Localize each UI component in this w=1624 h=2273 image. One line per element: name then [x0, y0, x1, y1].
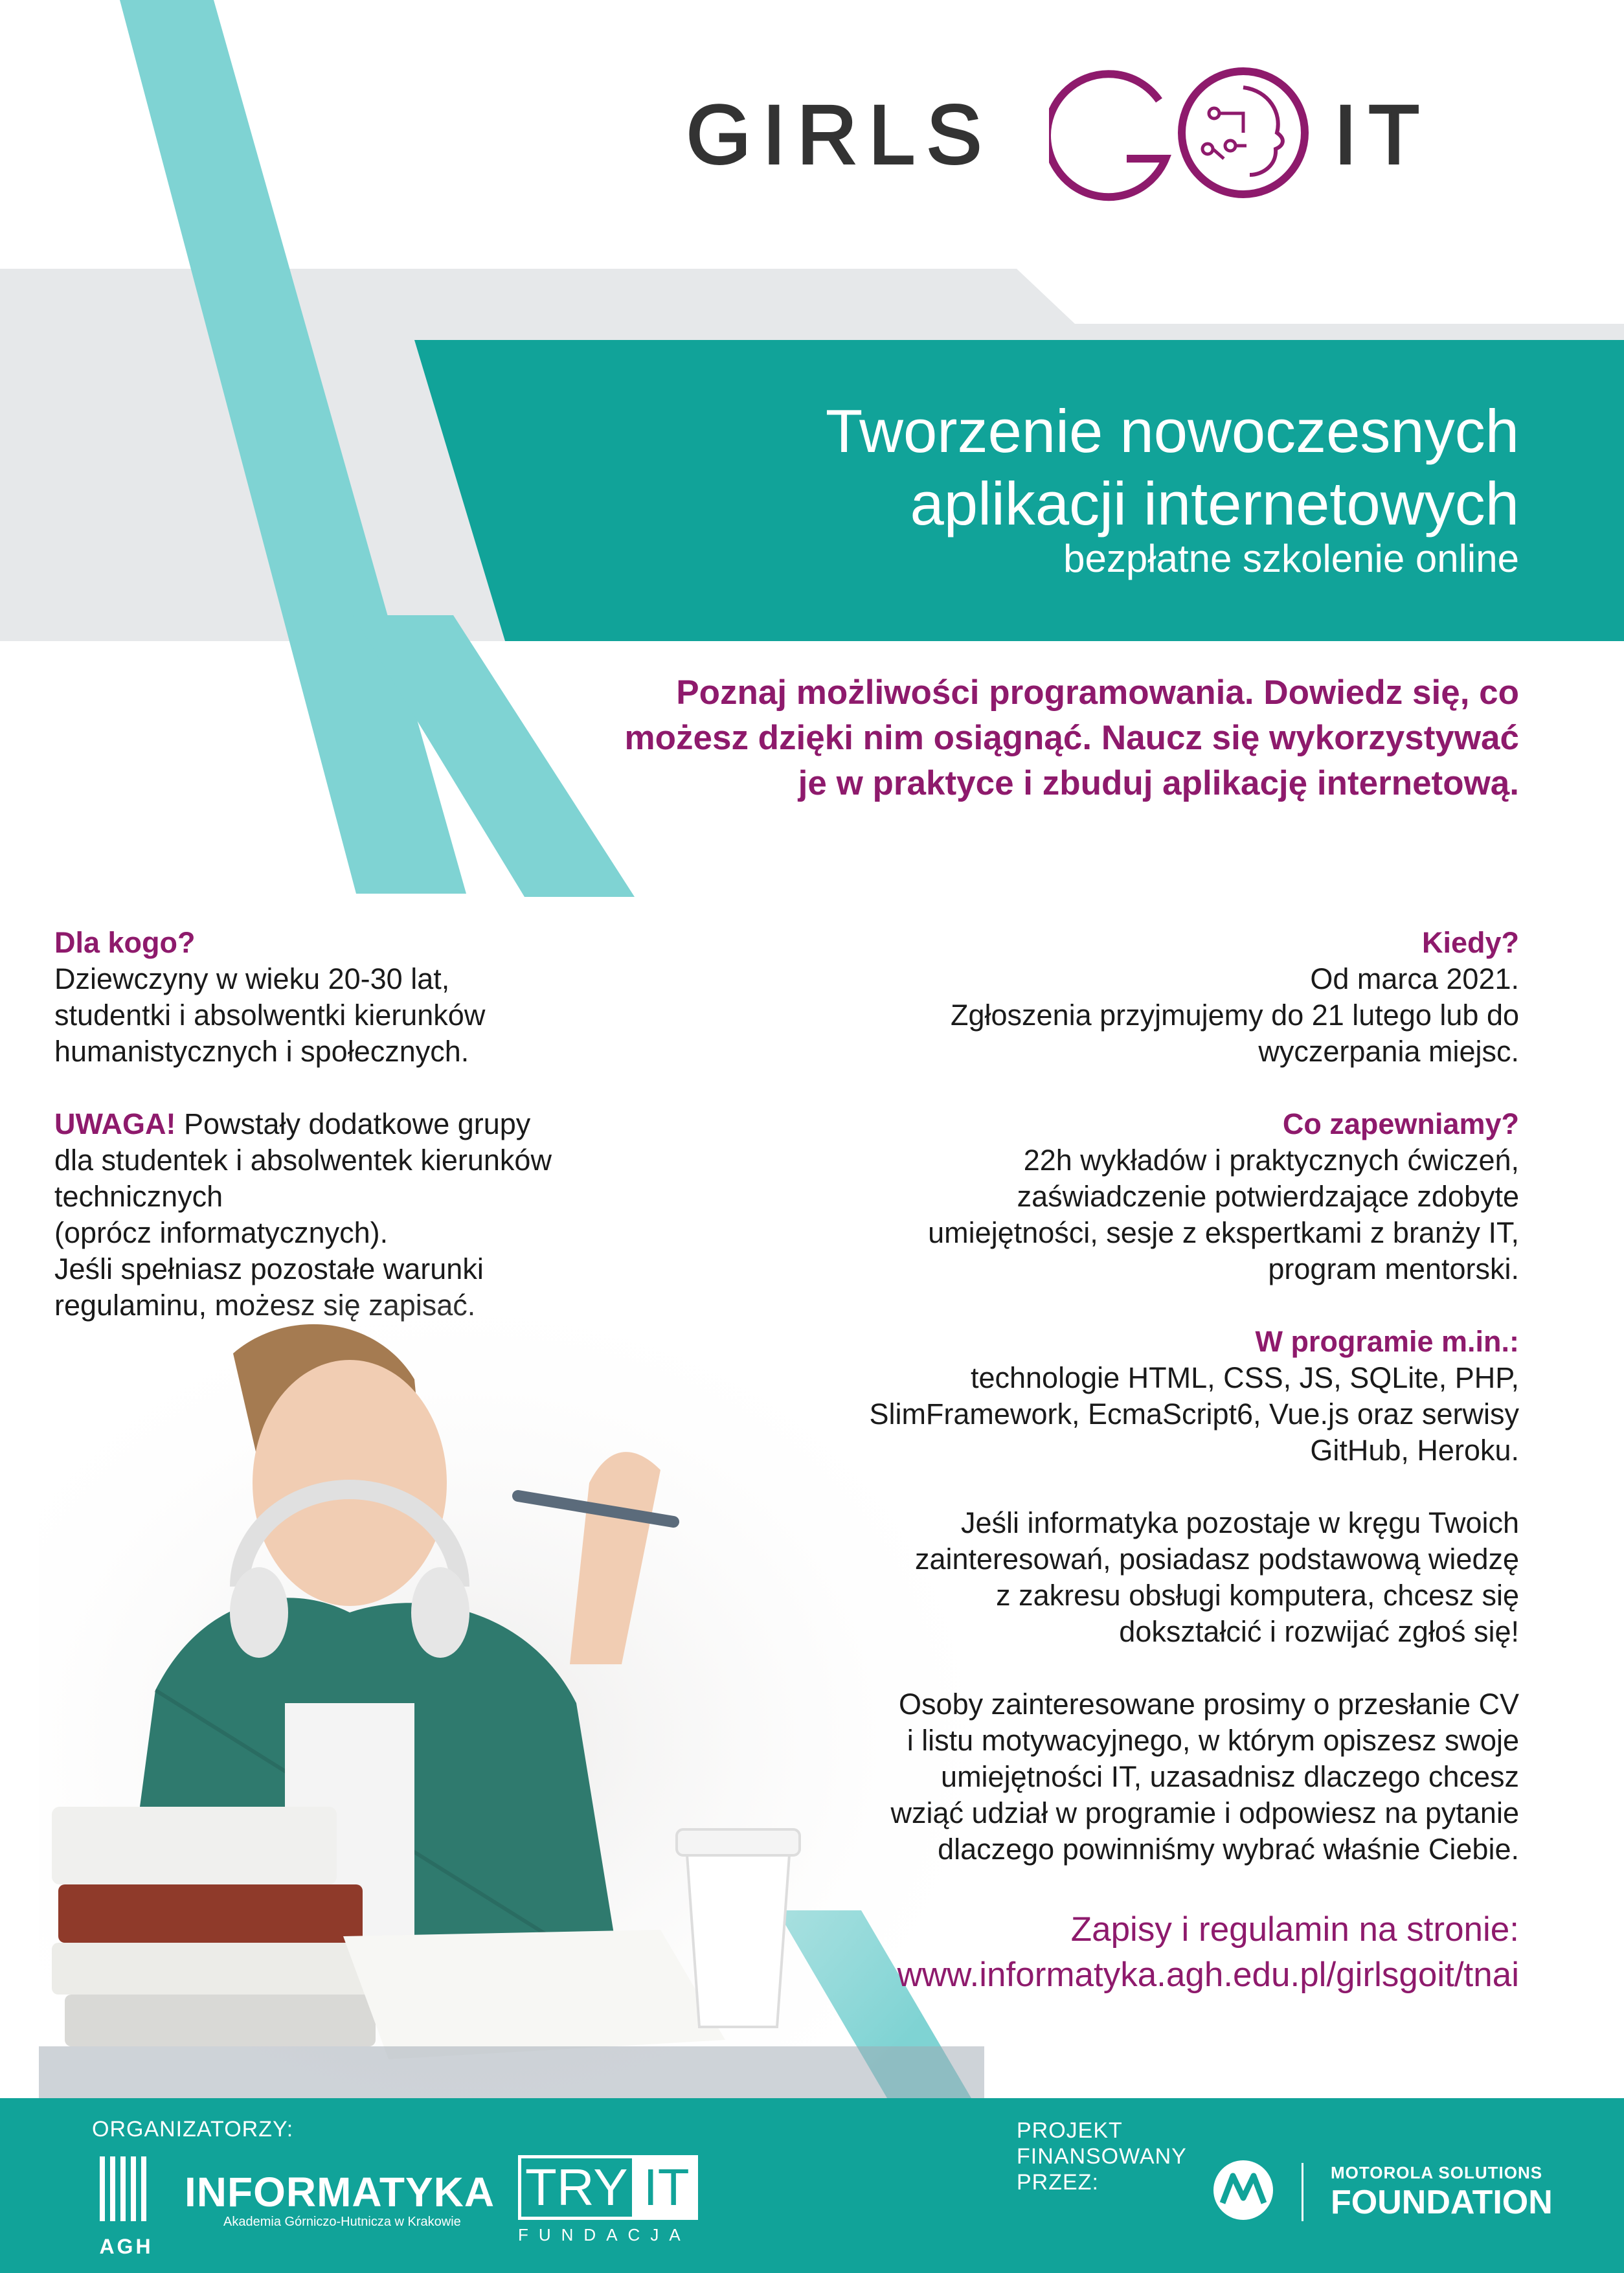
intro-line: możesz dzięki nim osiągnąć. Naucz się wykorzystywać: [624, 719, 1519, 757]
para1-line: z zakresu obsługi komputera, chcesz się: [996, 1579, 1519, 1612]
when-line: Zgłoszenia przyjmujemy do 21 lutego lub do: [951, 999, 1519, 1032]
provide-line: umiejętności, sesje z ekspertkami z branży IT,: [928, 1216, 1519, 1249]
tryit-sublabel: FUNDACJA: [518, 2225, 691, 2245]
informatyka-label: INFORMATYKA: [185, 2169, 495, 2215]
funded-line: FINANSOWANY: [1017, 2144, 1187, 2169]
who-line: humanistycznych i społecznych.: [54, 1035, 469, 1068]
note-label: UWAGA!: [54, 1107, 176, 1140]
agh-label: AGH: [99, 2235, 153, 2258]
intro-line: Poznaj możliwości programowania. Dowiedz się, co: [676, 673, 1519, 712]
who-line: Dziewczyny w wieku 20-30 lat,: [54, 962, 450, 995]
para1-line: zainteresowań, posiadasz podstawową wiedzę: [914, 1543, 1519, 1576]
para2-line: dlaczego powinniśmy wybrać właśnie Ciebie.: [938, 1833, 1519, 1866]
signup-text: Zapisy i regulamin na stronie:: [1070, 1910, 1519, 1949]
provide-line: zaświadczenie potwierdzające zdobyte: [1017, 1180, 1519, 1213]
note-line: dla studentek i absolwentek kierunków: [54, 1144, 552, 1177]
note-line: (oprócz informatycznych).: [54, 1216, 389, 1249]
organizers-label: ORGANIZATORZY:: [92, 2117, 294, 2142]
provide-heading: Co zapewniamy?: [1282, 1107, 1519, 1140]
tryit-logo: [518, 2155, 732, 2252]
footer: [0, 2098, 1624, 2273]
hero-title: [548, 395, 1519, 540]
para1-line: dokształcić i rozwijać zgłoś się!: [1119, 1615, 1519, 1648]
motorola-m-icon: [1211, 2158, 1276, 2222]
tryit-it: IT: [635, 2155, 698, 2220]
when-line: wyczerpania miejsc.: [1258, 1035, 1519, 1068]
when-heading: Kiedy?: [1421, 926, 1519, 959]
program-line: GitHub, Heroku.: [1310, 1434, 1519, 1467]
motorola-line-1: MOTOROLA SOLUTIONS: [1331, 2163, 1543, 2182]
provide-line: program mentorski.: [1268, 1252, 1519, 1285]
program-line: SlimFramework, EcmaScript6, Vue.js oraz serwisy: [869, 1397, 1519, 1431]
girlsgoit-logo: [686, 62, 1528, 204]
intro-line: je w praktyce i zbuduj aplikację internetową.: [798, 764, 1519, 802]
note-line: technicznych: [54, 1180, 223, 1213]
signup-cta: [613, 1907, 1519, 1998]
logo-word-girls: GIRLS: [686, 89, 994, 181]
who-line: studentki i absolwentki kierunków: [54, 999, 486, 1032]
motorola-logo-text: [1331, 2163, 1553, 2222]
right-column: [703, 925, 1519, 1868]
program-line: technologie HTML, CSS, JS, SQLite, PHP,: [970, 1361, 1519, 1394]
note-line: Jeśli spełniasz pozostałe warunki: [54, 1252, 484, 1285]
who-heading: Dla kogo?: [54, 926, 196, 959]
informatyka-logo: [185, 2169, 495, 2247]
agh-logo: [91, 2150, 162, 2267]
funded-by-label: [1017, 2118, 1187, 2195]
logo-word-it: IT: [1334, 89, 1431, 181]
para2-line: i listu motywacyjnego, w którym opiszesz swoje: [907, 1724, 1519, 1757]
agh-emblem-icon: [91, 2150, 162, 2228]
logo-go-mark: [1049, 62, 1321, 204]
program-heading: W programie m.in.:: [1255, 1325, 1519, 1358]
left-column: [54, 925, 734, 1324]
informatyka-sublabel: Akademia Górniczo-Hutnicza w Krakowie: [223, 2215, 461, 2229]
para2-line: umiejętności IT, uzasadnisz dlaczego chcesz: [941, 1760, 1519, 1793]
tryit-mark: [518, 2155, 732, 2220]
hero-subtitle: bezpłatne szkolenie online: [1063, 537, 1519, 580]
tryit-try: TRY: [518, 2155, 635, 2220]
para2-line: wziąć udział w programie i odpowiesz na pytanie: [890, 1796, 1519, 1829]
motorola-line-2: FOUNDATION: [1331, 2184, 1553, 2221]
hero-title-line-1: Tworzenie nowoczesnych: [825, 397, 1519, 465]
note-first-text: Powstały dodatkowe grupy: [175, 1107, 531, 1140]
motorola-divider: [1302, 2163, 1303, 2221]
signup-link[interactable]: www.informatyka.agh.edu.pl/girlsgoit/tnai: [897, 1956, 1519, 1994]
provide-line: 22h wykładów i praktycznych ćwiczeń,: [1023, 1144, 1519, 1177]
funded-line: PRZEZ:: [1017, 2170, 1099, 2195]
intro-text: [418, 670, 1519, 806]
note-first-line: [54, 1106, 734, 1142]
para1-line: Jeśli informatyka pozostaje w kręgu Twoich: [960, 1506, 1519, 1539]
when-line: Od marca 2021.: [1310, 962, 1519, 995]
funded-line: PROJEKT: [1017, 2118, 1123, 2143]
para2-line: Osoby zainteresowane prosimy o przesłanie CV: [899, 1688, 1519, 1721]
hero-title-line-2: aplikacji internetowych: [910, 469, 1519, 537]
